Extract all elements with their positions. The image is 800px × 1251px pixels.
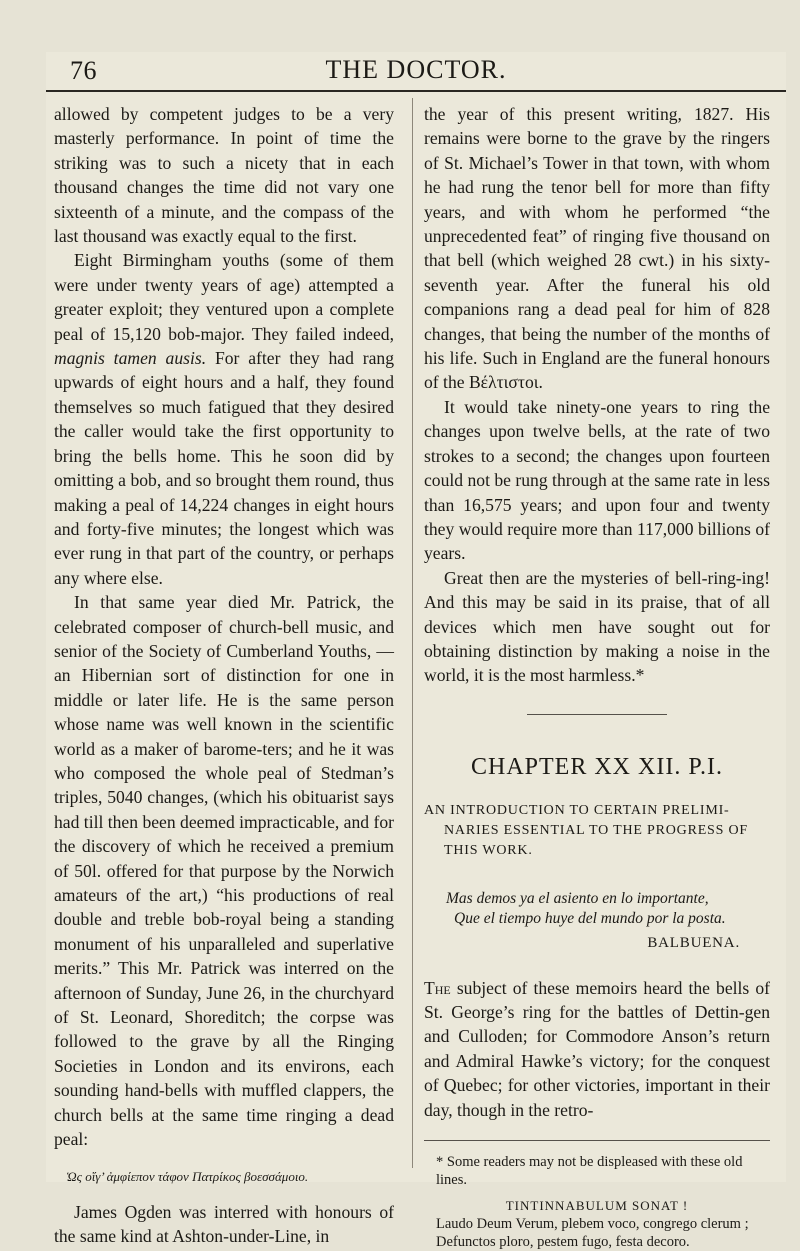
epigraph [446, 889, 770, 929]
right-column [424, 102, 770, 1251]
chapter-title: CHAPTER XX XII. P.I. [470, 753, 723, 780]
page-header [46, 52, 786, 92]
page-number: 76 [70, 56, 97, 85]
epigraph-line: Mas demos ya el asiento en lo importante, [446, 890, 709, 908]
text-run: For after they had rang upwards of eight hours and a half, they found themselves so much fatigued that they desired the caller would take the first opportunity to bring the bells home. This he soon did by omitting a bob, and so brought them round, thus making a peal of 14,224 changes in eight hours and forty-five minutes; the longest which was ever rung in that part of the country, or perhaps any where else. [54, 348, 394, 588]
paragraph: the year of this present writing, 1827. His remains were borne to the grave by the ringers of St. Michael’s Tower in that town, with whom he had rung the tenor bell for more than fifty years, and with whom he performed “the unprecedented feat” of ringing five thousand on that bell (which weighed 28 cwt.) in his sixty-seventh year. After the funeral his old companions rang a dead peal for him of 828 changes, that being the number of the months of his life. Such in England are the funeral honours of the Βέλτιστοι. [424, 104, 770, 393]
footnote-heading: TINTINNABULUM SONAT ! [505, 1198, 689, 1213]
paragraph: It would take ninety-one years to ring the changes upon twelve bells, at the rate of two strokes to a second; the changes upon fourteen could not be rung through at the same rate in less than 16,575 years; and upon four and twenty they would require more than 117,000 billions of years. [424, 396, 770, 564]
paragraph [424, 976, 770, 1122]
epigraph-line: Que el tiempo huye del mundo por la posta. [454, 910, 726, 928]
section-divider [527, 714, 667, 715]
text-run: subject of these memoirs heard the bells of St. George’s ring for the battles of Dettin-gen and Culloden; for Commodore Anson’s return and Admiral Hawke’s victory; for the conquest of Quebec; for other victories, important in their day, though in the retro- [424, 977, 770, 1120]
greek-quotation: Ὡς οἵγ’ ἀμφίεπον τάφον Πατρίκος βοεσσάμοιο. [66, 1169, 309, 1185]
book-page [46, 52, 786, 1250]
paragraph: James Ogden was interred with honours of the same kind at Ashton-under-Line, in [54, 1201, 394, 1247]
paragraph: allowed by competent judges to be a very masterly performance. In point of time the striking was to such a nicety that in each thousand changes the time did not vary one sixteenth of a minute, and the compass of the last thousand was exactly equal to the first. [54, 104, 394, 247]
footnote-verse-line: Laudo Deum Verum, plebem voco, congrego clerum ; [436, 1216, 749, 1232]
footnote [424, 1153, 770, 1251]
footnote-verse-line: Defunctos ploro, pestem fugo, festa decoro. [436, 1234, 690, 1250]
footnote-rule [424, 1140, 770, 1141]
column-divider [412, 98, 413, 1168]
epigraph-attribution: BALBUENA. [647, 935, 740, 952]
text-run: Eight Birmingham youths (some of them were under twenty years of age) attempted a greater exploit; they ventured upon a complete peal of 15,120 bob-major. They failed indeed, [54, 250, 394, 344]
paragraph [54, 248, 394, 590]
italic-phrase: magnis tamen ausis. [54, 348, 207, 369]
running-head: THE DOCTOR. [325, 55, 507, 84]
left-column [54, 102, 394, 1249]
paragraph: Great then are the mysteries of bell-ring-ing! And this may be said in its praise, that of all devices which men have sought out for obtaining distinction by making a noise in the world, it is the most harmless.* [424, 567, 770, 686]
lead-word: The [424, 977, 451, 998]
footnote-text: * Some readers may not be displeased with these old lines. [436, 1154, 743, 1188]
chapter-subtitle: AN INTRODUCTION TO CERTAIN PRELIMI-NARIES ESSENTIAL TO THE PROGRESS OF THIS WORK. [424, 803, 749, 859]
paragraph: In that same year died Mr. Patrick, the celebrated composer of church-bell music, and senior of the Society of Cumberland Youths, — an Hibernian sort of distinction for one in middle or later life. He is the same person whose name was well known in the scientific world as a maker of barome-ters; and he it was who composed the whole peal of Stedman’s triples, 5040 changes, (which his obituarist says had till then been deemed impracticable, and for the discovery of which he received a premium of 50l. offered for that purpose by the Norwich amateurs of the art,) “his productions of real double and treble bob-royal being a standing monument of his unparalleled and superlative merits.” This Mr. Patrick was interred on the afternoon of Sunday, June 26, in the churchyard of St. Leonard, Shoreditch; the corpse was followed to the grave by all the Ringing Societies in London and its environs, each sounding hand-bells with muffled clappers, the church bells at the same time ringing a dead peal: [54, 592, 395, 1150]
